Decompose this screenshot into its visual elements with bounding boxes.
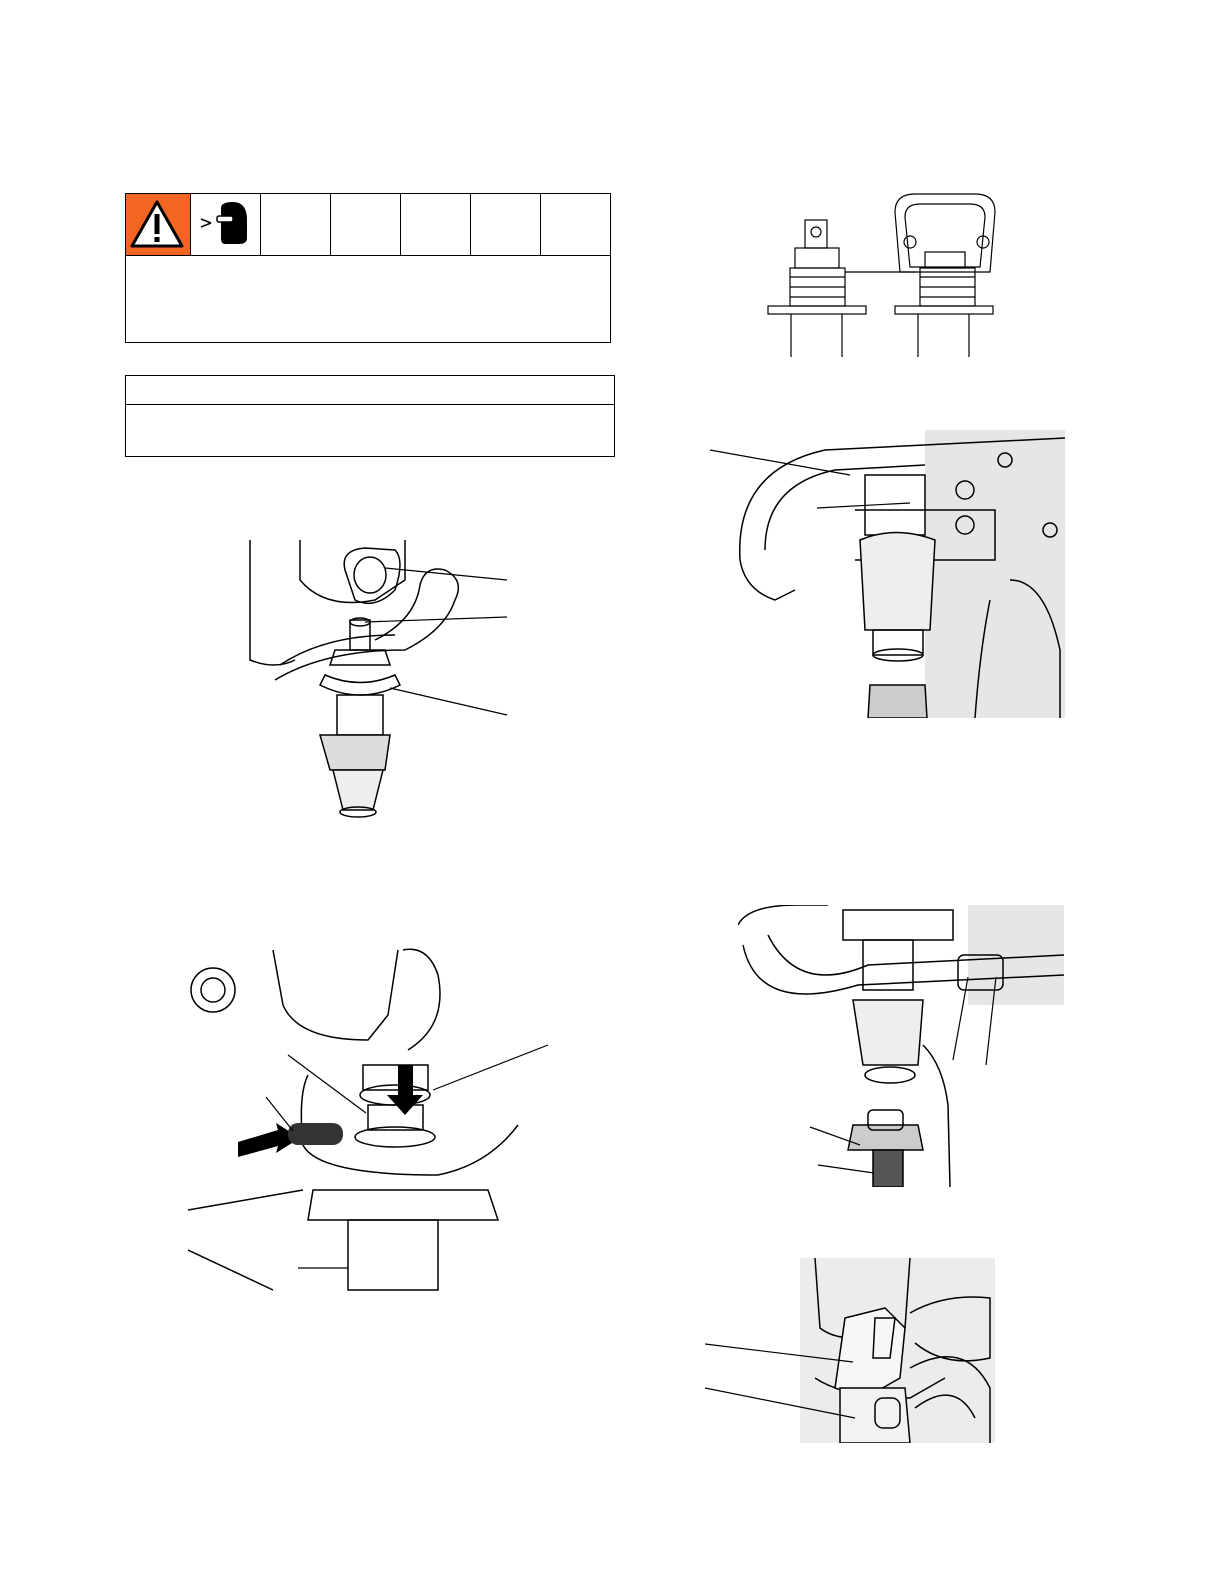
empty-icon-cell [471,194,541,255]
eye-protection-cell [191,194,261,255]
hose-fitting-illustration [738,905,1064,1187]
empty-icon-cell [401,194,471,255]
warning-triangle-icon [126,194,189,253]
retainer-screw-illustration [705,1258,995,1443]
pin-insertion-illustration [188,945,553,1295]
notice-box [125,375,615,457]
empty-icon-cell [261,194,331,255]
warning-table [125,193,611,343]
notice-header [126,376,614,405]
jam-nut-illustration [705,430,1067,718]
empty-icon-cell [331,194,401,255]
pump-assembly-illustration [245,540,515,825]
warning-icon-row [126,194,610,256]
pump-alignment-illustration [765,192,997,362]
warning-symbol-cell [126,194,191,255]
eye-protection-icon [191,194,259,253]
